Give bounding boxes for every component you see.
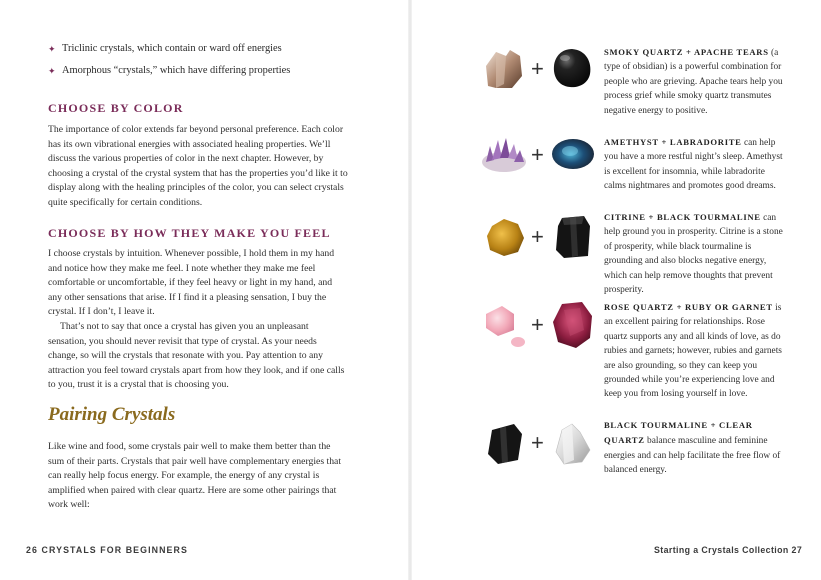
pair-image-citrine-tourmaline xyxy=(480,212,600,262)
section-title-pairing-crystals: Pairing Crystals xyxy=(48,404,176,425)
pair-text: is an excellent pairing for relationships. Rose quartz supports any and all kinds of love, as do rubies and garnets; however, rubies and garnets are also grounding, so they can keep you grounded while you’re experiencing love and keep you from losing yourself in love. xyxy=(604,303,782,400)
pair-lead: SMOKY QUARTZ + APACHE TEARS xyxy=(604,47,769,57)
pair-description xyxy=(604,135,787,194)
plus-icon: + xyxy=(531,430,544,455)
pair-text: balance masculine and feminine energies and can help facilitate the free flow of balanced energy. xyxy=(604,436,781,476)
plus-icon: + xyxy=(531,312,544,337)
pair-lead: ROSE QUARTZ + RUBY OR GARNET xyxy=(604,302,773,312)
pair-image-smoky-apache xyxy=(480,44,600,94)
pair-lead: CITRINE + BLACK TOURMALINE xyxy=(604,212,761,222)
pair-text: (a type of obsidian) is a powerful combination for people who are grieving. Apache tears help you process grief while smoky quartz transmutes negative energy to positive. xyxy=(604,48,783,116)
heading-choose-by-color: CHOOSE BY COLOR xyxy=(48,101,184,115)
pair-description xyxy=(604,300,787,402)
pair-image-rose-ruby xyxy=(480,300,600,350)
left-page xyxy=(0,0,410,580)
pair-text: can help ground you in prosperity. Citrine is a stone of prosperity, while black tourmaline is grounding and also blocks negative energy, which can help remove thoughts that prevent prosperity. xyxy=(604,213,783,296)
paragraph-feel-2: That’s not to say that once a crystal has given you an unpleasant sensation, you should never revisit that type of crystal. As your needs change, so will the crystals that resonate with you. Pay attention to any attraction you feel toward crystals apart from how they look, and if one calls to you, trust it is a crystal that is choosing you. xyxy=(48,321,345,391)
clear-quartz-icon xyxy=(550,422,594,466)
pair-description xyxy=(604,418,787,478)
pair-image-amethyst-labradorite xyxy=(480,130,600,180)
pair-description xyxy=(604,45,787,118)
folio-left: 26 CRYSTALS FOR BEGINNERS xyxy=(26,545,188,555)
list-item xyxy=(48,42,348,56)
plus-icon: + xyxy=(531,56,544,81)
citrine-icon xyxy=(484,216,526,258)
list-item-text: Triclinic crystals, which contain or ward off energies xyxy=(62,43,282,54)
crystal-system-list xyxy=(48,42,348,86)
smoky-quartz-icon xyxy=(482,46,526,90)
heading-choose-by-feel: CHOOSE BY HOW THEY MAKE YOU FEEL xyxy=(48,226,331,240)
black-tourmaline-icon xyxy=(484,422,526,466)
paragraph-color: The importance of color extends far beyond personal preference. Each color has its own vibrational energies with associated healing properties. We’ll discuss the various properties of color in the next chapter. However, by choosing a crystal of the crystal system that has the properties you’d like it to display along with the healing principles of the color, you can select crystals quite specifically for certain conditions. xyxy=(48,124,348,208)
amethyst-icon xyxy=(480,134,528,174)
ruby-garnet-icon xyxy=(550,300,596,350)
paragraph-pairing: Like wine and food, some crystals pair well to make them better than the sum of their parts. Crystals that pair well have complementary energies that can really help focus energy. For example, the energy of any crystal is amplified when paired with clear quartz. Here are some other pairings that work well: xyxy=(48,441,342,511)
pair-lead: AMETHYST + LABRADORITE xyxy=(604,137,742,147)
bullet-star-icon: ✦ xyxy=(48,44,56,54)
list-item-text: Amorphous “crystals,” which have differing properties xyxy=(62,65,291,76)
labradorite-icon xyxy=(550,136,596,172)
paragraph-feel-1: I choose crystals by intuition. Whenever possible, I hold them in my hand and notice how they make me feel. I note whether they make me feel comfortable or uncomfortable, if they feel heavy or light in my hand, and any other sensations that arise. If I find it a pleasing sensation, I buy the crystal. If I don’t, I leave it. xyxy=(48,248,335,318)
rose-quartz-icon xyxy=(480,304,528,350)
bullet-star-icon: ✦ xyxy=(48,66,56,76)
list-item xyxy=(48,64,348,78)
folio-right: Starting a Crystals Collection 27 xyxy=(654,545,803,555)
pair-description xyxy=(604,210,787,297)
pair-lead: BLACK TOURMALINE + CLEAR QUARTZ xyxy=(604,420,753,446)
plus-icon: + xyxy=(531,142,544,167)
pair-image-tourmaline-quartz xyxy=(480,418,600,468)
pair-text: can help you have a more restful night’s sleep. Amethyst is excellent for insomnia, while labradorite calms nightmares and promotes good dreams. xyxy=(604,138,783,192)
apache-tears-icon xyxy=(550,46,594,90)
black-tourmaline-icon xyxy=(552,214,594,260)
plus-icon: + xyxy=(531,224,544,249)
